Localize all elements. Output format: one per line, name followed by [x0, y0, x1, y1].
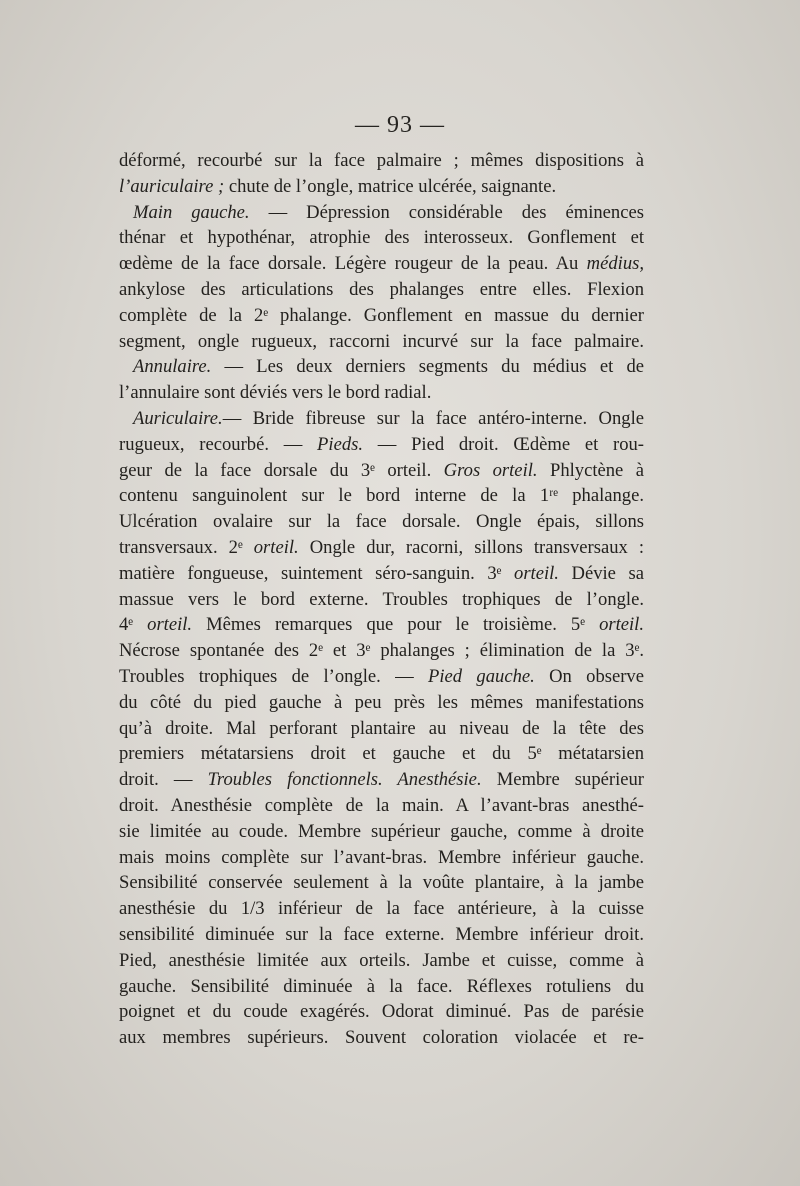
- italic-text: orteil.: [514, 562, 559, 584]
- italic-text: orteil.: [147, 614, 193, 636]
- italic-text: Pieds.: [317, 433, 364, 455]
- text-line: [119, 587, 644, 613]
- italic-text: Pied gauche.: [428, 665, 535, 687]
- italic-text: Gros orteil.: [443, 459, 538, 481]
- text-run: premiers métatarsiens droit et gauche et du 5ᵉ métatarsien: [119, 743, 644, 765]
- text-line: [119, 974, 644, 1000]
- text-run: poignet et du coude exagérés. Odorat diminué. Pas de parésie: [119, 1001, 644, 1023]
- text-line: [119, 251, 644, 277]
- italic-text: Annulaire.: [133, 356, 212, 378]
- text-run: sensibilité diminuée sur la face externe. Membre inférieur droit.: [119, 923, 644, 945]
- text-line: [119, 148, 644, 174]
- text-run: l’annulaire sont déviés vers le bord radial.: [119, 382, 432, 404]
- text-run: 4ᵉ: [119, 614, 148, 636]
- text-line: [119, 458, 644, 484]
- text-run: — Bride fibreuse sur la face antéro-interne. Ongle: [222, 407, 644, 429]
- text-run: Troubles trophiques de l’ongle. —: [119, 665, 429, 687]
- text-line: [119, 483, 644, 509]
- italic-text: médius,: [586, 253, 644, 275]
- text-line: [119, 664, 644, 690]
- italic-text: orteil.: [253, 536, 299, 558]
- text-run: déformé, recourbé sur la face palmaire ; mêmes dispositions à: [119, 150, 644, 171]
- text-run: massue vers le bord externe. Troubles trophiques de l’ongle.: [119, 588, 644, 610]
- text-run: ankylose des articulations des phalanges entre elles. Flexion: [119, 278, 644, 300]
- text-run: gauche. Sensibilité diminuée à la face. Réflexes rotuliens du: [119, 975, 644, 997]
- text-run: aux membres supérieurs. Souvent coloration violacée et re-: [119, 1027, 644, 1049]
- text-line: [119, 200, 644, 226]
- text-run: Mêmes remarques que pour le troisième. 5ᵉ: [192, 614, 600, 636]
- text-run: œdème de la face dorsale. Légère rougeur de la peau. Au: [119, 253, 587, 275]
- italic-text: Troubles fonctionnels. Anesthésie.: [207, 769, 482, 791]
- text-run: qu’à droite. Mal perforant plantaire au niveau de la tête des: [119, 717, 644, 739]
- text-line: [119, 174, 644, 200]
- text-line: [119, 948, 644, 974]
- text-run: — Dépression considérable des éminences: [249, 201, 644, 223]
- text-line: [119, 277, 644, 303]
- text-run: — Pied droit. Œdème et rou-: [363, 433, 644, 455]
- text-line: [119, 922, 644, 948]
- text-line: [119, 406, 644, 432]
- text-run: Ongle dur, racorni, sillons transversaux :: [298, 536, 644, 558]
- text-line: [119, 535, 644, 561]
- text-run: matière fongueuse, suintement séro-sanguin. 3ᵉ: [119, 562, 515, 584]
- text-run: droit. Anesthésie complète de la main. A l’avant-bras anesthé-: [119, 794, 644, 816]
- text-line: [119, 845, 644, 871]
- text-line: [119, 225, 644, 251]
- text-line: [119, 432, 644, 458]
- text-line: [119, 690, 644, 716]
- text-run: mais moins complète sur l’avant-bras. Membre inférieur gauche.: [119, 846, 644, 868]
- text-line: [119, 329, 644, 355]
- italic-text: l’auriculaire ;: [119, 175, 225, 197]
- text-line: [119, 896, 644, 922]
- text-run: anesthésie du 1/3 inférieur de la face antérieure, à la cuisse: [119, 898, 644, 920]
- body-text: [119, 148, 644, 1051]
- text-run: geur de la face dorsale du 3ᵉ orteil.: [119, 459, 444, 481]
- text-run: — Les deux derniers segments du médius et de: [211, 356, 644, 378]
- text-run: thénar et hypothénar, atrophie des interosseux. Gonflement et: [119, 227, 644, 249]
- page-number: — 93 —: [355, 112, 445, 138]
- text-run: transversaux. 2ᵉ: [119, 536, 254, 558]
- italic-text: orteil.: [599, 614, 644, 636]
- text-run: Ulcération ovalaire sur la face dorsale. Ongle épais, sillons: [119, 511, 644, 533]
- italic-text: Main gauche.: [133, 201, 250, 223]
- text-run: Dévie sa: [558, 562, 644, 584]
- text-line: [119, 716, 644, 742]
- text-line: [119, 509, 644, 535]
- text-line: [119, 354, 644, 380]
- text-run: droit. —: [119, 769, 208, 791]
- text-line: [119, 1025, 644, 1051]
- italic-text: Auriculaire.: [133, 407, 223, 429]
- text-run: On observe: [534, 665, 644, 687]
- text-run: contenu sanguinolent sur le bord interne de la 1ʳᵉ phalange.: [119, 485, 644, 507]
- text-line: [119, 870, 644, 896]
- text-run: Pied, anesthésie limitée aux orteils. Jambe et cuisse, comme à: [119, 949, 644, 971]
- text-line: [119, 612, 644, 638]
- text-run: Membre supérieur: [481, 769, 644, 791]
- text-line: [119, 380, 644, 406]
- text-line: [119, 767, 644, 793]
- text-run: Nécrose spontanée des 2ᵉ et 3ᵉ phalanges ; élimination de la 3ᵉ.: [119, 640, 644, 662]
- text-run: sie limitée au coude. Membre supérieur gauche, comme à droite: [119, 820, 644, 842]
- text-run: chute de l’ongle, matrice ulcérée, saignante.: [224, 175, 557, 197]
- text-run: rugueux, recourbé. —: [119, 433, 318, 455]
- text-run: Phlyctène à: [537, 459, 644, 481]
- text-line: [119, 999, 644, 1025]
- text-line: [119, 303, 644, 329]
- text-line: [119, 741, 644, 767]
- text-run: segment, ongle rugueux, raccorni incurvé sur la face palmaire.: [119, 330, 644, 352]
- text-run: du côté du pied gauche à peu près les mêmes manifestations: [119, 691, 644, 713]
- text-line: [119, 561, 644, 587]
- text-run: complète de la 2ᵉ phalange. Gonflement en massue du dernier: [119, 304, 644, 326]
- text-line: [119, 793, 644, 819]
- text-line: [119, 819, 644, 845]
- text-line: [119, 638, 644, 664]
- text-run: Sensibilité conservée seulement à la voûte plantaire, à la jambe: [119, 872, 644, 894]
